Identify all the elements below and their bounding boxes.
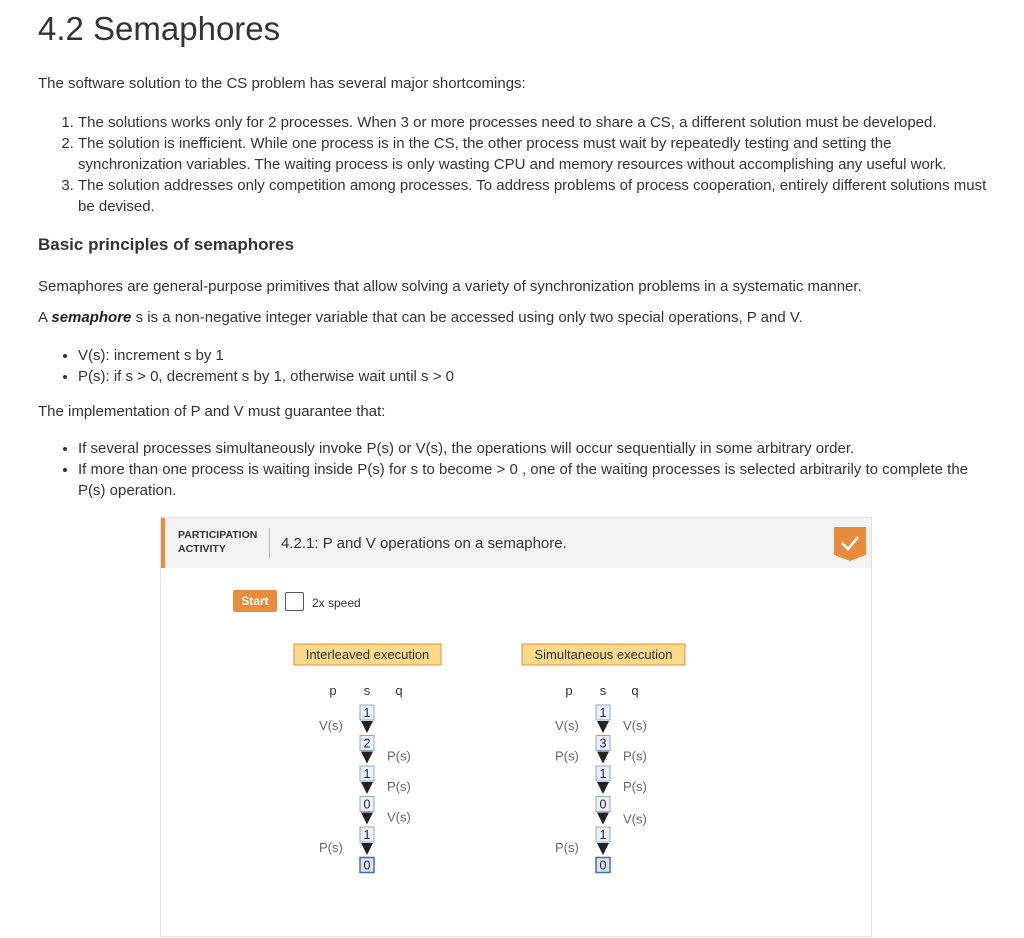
semaphore-value: 1 [599,828,607,842]
column-label-s: s [363,683,371,698]
down-arrow-icon [361,782,373,794]
list-item: • P(s): if s > 0, decrement s by 1, otherwise wait until s > 0 [78,366,454,387]
guarantees-list [38,438,988,501]
q-operation-label: P(s) [623,779,647,794]
column-label-s: s [599,683,607,698]
column-label-p: p [329,683,337,698]
definition-suffix: s is a non-negative integer variable that can be accessed using only two special operations, P and V. [131,309,803,326]
down-arrow-icon [597,782,609,794]
down-arrow-icon [597,721,609,733]
p-operation-label: V(s) [555,718,579,733]
operations-list [38,345,454,387]
down-arrow-icon [361,752,373,764]
participation-activity [160,517,872,937]
semaphore-value: 3 [599,736,607,751]
section-heading: Basic principles of semaphores [38,235,295,254]
start-button[interactable]: Start [233,590,277,612]
semaphore-value: 0 [363,858,371,873]
semaphore-value: 0 [599,858,607,873]
q-operation-label: P(s) [387,748,411,764]
definition-prefix: A [38,309,52,326]
down-arrow-icon [597,843,609,855]
list-item: • V(s): increment s by 1 [78,345,454,366]
animation-canvas [161,518,873,938]
activity-tag-line1: PARTICIPATION [178,529,258,541]
speed-label: 2x speed [312,596,361,610]
column-label-p: p [565,683,573,698]
down-arrow-icon [361,813,373,825]
p-operation-label: P(s) [319,840,343,855]
q-operation-label: V(s) [623,811,647,827]
semaphore-value: 1 [363,706,371,720]
p-operation-label: P(s) [555,748,579,764]
page-title: 4.2 Semaphores [38,10,281,47]
semaphore-value: 1 [599,767,607,781]
list-item: 2. The solution is inefficient. While one process is in the CS, the other process must wait by repeatedly testing and setting the synchronization variables. The waiting process is only wasting CPU and memory resources without accomplishing any useful work. [78,133,988,175]
activity-title: 4.2.1: P and V operations on a semaphore. [281,535,567,552]
intro-paragraph: The software solution to the CS problem has several major shortcomings: [38,75,526,92]
q-operation-label: P(s) [387,779,411,794]
down-arrow-icon [597,813,609,825]
diagram-title: Interleaved execution [305,647,430,662]
p-operation-label: P(s) [555,840,579,855]
column-label-q: q [395,683,403,698]
semaphore-value: 0 [363,797,371,812]
semaphore-value: 1 [363,767,371,781]
list-item: 1. The solutions works only for 2 processes. When 3 or more processes need to share a CS, a different solution must be developed. [78,112,988,133]
shortcomings-list [38,112,988,217]
semaphore-definition [38,309,803,326]
semaphore-value: 2 [363,736,371,751]
semaphore-term: semaphore [51,309,132,326]
semaphore-intro: Semaphores are general-purpose primitives that allow solving a variety of synchronization problems in a systematic manner. [38,278,862,295]
q-operation-label: P(s) [623,748,647,764]
list-item: • If more than one process is waiting inside P(s) for s to become > 0 , one of the waiting processes is selected arbitrarily to complete the P(s) operation. [78,459,988,501]
semaphore-value: 1 [599,706,607,720]
down-arrow-icon [597,752,609,764]
down-arrow-icon [361,843,373,855]
down-arrow-icon [361,721,373,733]
guarantee-intro: The implementation of P and V must guarantee that: [38,403,386,420]
activity-tag-line2: ACTIVITY [178,543,226,555]
diagram-title: Simultaneous execution [534,647,673,662]
list-item: 3. The solution addresses only competition among processes. To address problems of process cooperation, entirely different solutions must be devised. [78,175,988,217]
q-operation-label: V(s) [623,718,647,733]
semaphore-value: 1 [363,828,371,842]
list-item: • If several processes simultaneously invoke P(s) or V(s), the operations will occur sequentially in some arbitrary order. [78,438,988,459]
q-operation-label: V(s) [387,809,411,825]
p-operation-label: V(s) [319,718,343,733]
column-label-q: q [631,683,639,698]
semaphore-value: 0 [599,797,607,812]
